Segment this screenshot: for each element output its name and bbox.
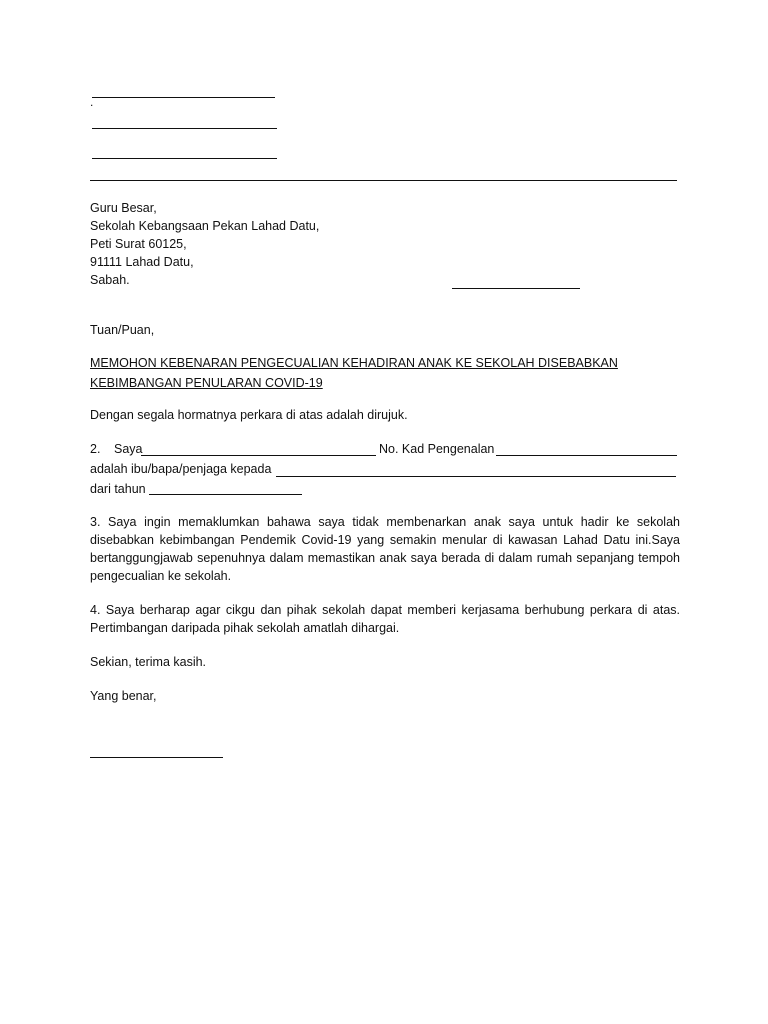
recipient-line-1: Guru Besar, xyxy=(90,201,157,215)
sender-line-3 xyxy=(92,158,277,159)
sender-line-2 xyxy=(92,128,277,129)
intro-text: Dengan segala hormatnya perkara di atas adalah dirujuk. xyxy=(90,408,408,422)
para2-saya: Saya xyxy=(114,442,143,456)
year-label: dari tahun xyxy=(90,482,146,496)
parent-label: adalah ibu/bapa/penjaga kepada xyxy=(90,462,272,476)
signoff-text: Yang benar, xyxy=(90,689,157,703)
year-line xyxy=(149,494,302,495)
para4-text: 4. Saya berharap agar cikgu dan pihak sekolah dapat memberi kerjasama berhubung perkara di atas. Pertimbangan daripada pihak sekolah amatlah dihargai. xyxy=(90,603,680,635)
ic-line xyxy=(496,455,677,456)
subject-line-2: KEBIMBANGAN PENULARAN COVID-19 xyxy=(90,376,323,390)
subject-line-1: MEMOHON KEBENARAN PENGECUALIAN KEHADIRAN ANAK KE SEKOLAH DISEBABKAN xyxy=(90,356,618,370)
para2-number: 2. xyxy=(90,442,101,456)
signature-line xyxy=(90,757,223,758)
child-name-line xyxy=(276,476,676,477)
ic-label: No. Kad Pengenalan xyxy=(379,442,495,456)
sender-line-1 xyxy=(92,97,275,98)
recipient-line-5: Sabah. xyxy=(90,273,130,287)
name-line xyxy=(141,455,376,456)
date-line xyxy=(452,288,580,289)
closing-text: Sekian, terima kasih. xyxy=(90,655,207,669)
recipient-line-2: Sekolah Kebangsaan Pekan Lahad Datu, xyxy=(90,219,320,233)
recipient-line-3: Peti Surat 60125, xyxy=(90,237,187,251)
para3-text: 3. Saya ingin memaklumkan bahawa saya tidak membenarkan anak saya untuk hadir ke sekolah disebabkan kebimbangan Pendemik Covid-19 yang semakin menular di kawasan Lahad Datu ini.Saya bertanggungjawab sepenuhnya dalam memastikan anak saya berada di dalam rumah sepanjang tempoh pengecualian ke sekolah. xyxy=(90,515,680,583)
sender-dot: . xyxy=(90,95,94,109)
header-separator xyxy=(90,180,677,181)
recipient-line-4: 91111 Lahad Datu, xyxy=(90,255,194,269)
salutation: Tuan/Puan, xyxy=(90,323,155,337)
